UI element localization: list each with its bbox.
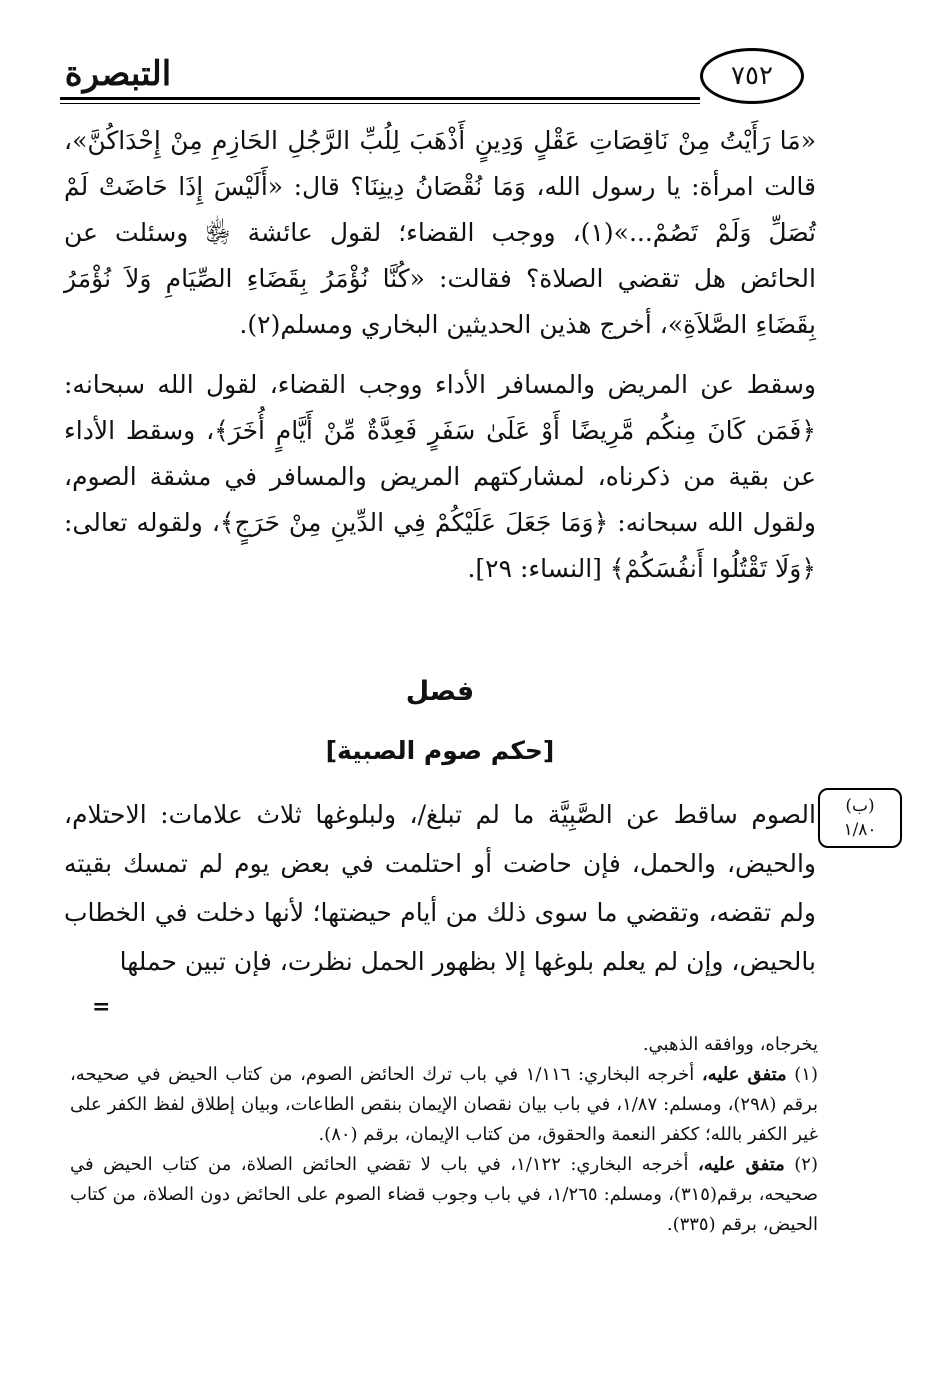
section-subtitle: [حكم صوم الصبية] xyxy=(325,736,555,765)
folio-note-line-1: (ب) xyxy=(845,796,875,816)
footnote-2-text: أخرجه البخاري: ١/١٢٢، في باب لا تقضي الحائض الصلاة، من كتاب الحيض في صحيحه، برقم(٣١٥)، ومسلم: ١/٢٦٥، في باب وجوب قضاء الصوم على الحائض دون الصلاة، من كتاب الحيض، برقم (٣٣٥). xyxy=(70,1154,819,1235)
page-number: ٧٥٢ xyxy=(700,48,804,104)
footnote-2-number: (٢) xyxy=(794,1154,818,1175)
footnote-1-lead: متفق عليه، xyxy=(701,1064,787,1085)
paragraph-hadith: «مَا رَأَيْتُ مِنْ نَاقِصَاتِ عَقْلٍ وَدِينٍ أَذْهَبَ لِلُبِّ الرَّجُلِ الحَازِمِ مِنْ إِحْدَاكُنَّ»، قالت امرأة: يا رسول الله، وَمَا نُقْصَانُ دِينِنَا؟ قال: «أَلَيْسَ إِذَا حَاضَتْ لَمْ تُصَلِّ وَلَمْ تَصُمْ...»(١)، ووجب القضاء؛ لقول عائشة ﵂ وسئلت عن الحائض هل تقضي الصلاة؟ فقالت: «كُنَّا نُؤْمَرُ بِقَضَاءِ الصِّيَامِ وَلاَ نُؤْمَرُ بِقَضَاءِ الصَّلاَةِ»، أخرج هذين الحديثين البخاري ومسلم(٢). xyxy=(64,126,816,339)
footnote-1 xyxy=(70,1060,818,1150)
section-title: فصل xyxy=(405,676,475,707)
footnotes xyxy=(70,1030,818,1240)
paragraph-traveler: وسقط عن المريض والمسافر الأداء ووجب القضاء، لقول الله سبحانه: ﴿فَمَن كَانَ مِنكُم مَّرِيضًا أَوْ عَلَىٰ سَفَرٍ فَعِدَّةٌ مِّنْ أَيَّامٍ أُخَرَ﴾، وسقط الأداء عن بقية من ذكرناه، لمشاركتهم المريض والمسافر في مشقة الصوم، ولقول الله سبحانه: ﴿وَمَا جَعَلَ عَلَيْكُمْ فِي الدِّينِ مِنْ حَرَجٍ﴾، ولقوله تعالى: ﴿وَلَا تَقْتُلُوا أَنفُسَكُمْ﴾ [النساء: ٢٩]. xyxy=(64,370,816,583)
footnote-1-number: (١) xyxy=(794,1064,818,1085)
manuscript-folio-note xyxy=(818,788,902,848)
main-text-section xyxy=(64,790,816,986)
folio-note-line-2: ١/٨٠ xyxy=(843,820,877,840)
header-rule xyxy=(60,97,700,100)
paragraph-girl-fasting: الصوم ساقط عن الصَّبِيَّة ما لم تبلغ/، ولبلوغها ثلاث علامات: الاحتلام، والحيض، والحمل، فإن حاضت أو احتلمت في بعض يوم لم تمسك بقيته ولم تقضه، وتقضي ما سوى ذلك من أيام حيضتها؛ لأنها دخلت في الخطاب بالحيض، وإن لم يعلم بلوغها إلا بظهور الحمل نظرت، فإن تبين حملها xyxy=(64,800,816,976)
continuation-mark: = xyxy=(92,994,111,1020)
header-rule-thin xyxy=(60,103,700,104)
running-title: التبصرة xyxy=(64,54,172,94)
footnote-2 xyxy=(70,1150,818,1240)
footnote-2-lead: متفق عليه، xyxy=(697,1154,785,1175)
footnote-1-text: أخرجه البخاري: ١/١١٦ في باب ترك الحائض الصوم، من كتاب الحيض في صحيحه، برقم (٢٩٨)، ومسلم: ١/٨٧، في باب بيان نقصان الإيمان بنقص الطاعات، وبيان إطلاق لفظ الكفر على غير الكفر بالله؛ ككفر النعمة والحقوق، من كتاب الإيمان، برقم (٨٠). xyxy=(70,1064,818,1145)
main-text-top xyxy=(64,118,816,592)
footnote-carryover: يخرجاه، ووافقه الذهبي. xyxy=(642,1034,818,1055)
